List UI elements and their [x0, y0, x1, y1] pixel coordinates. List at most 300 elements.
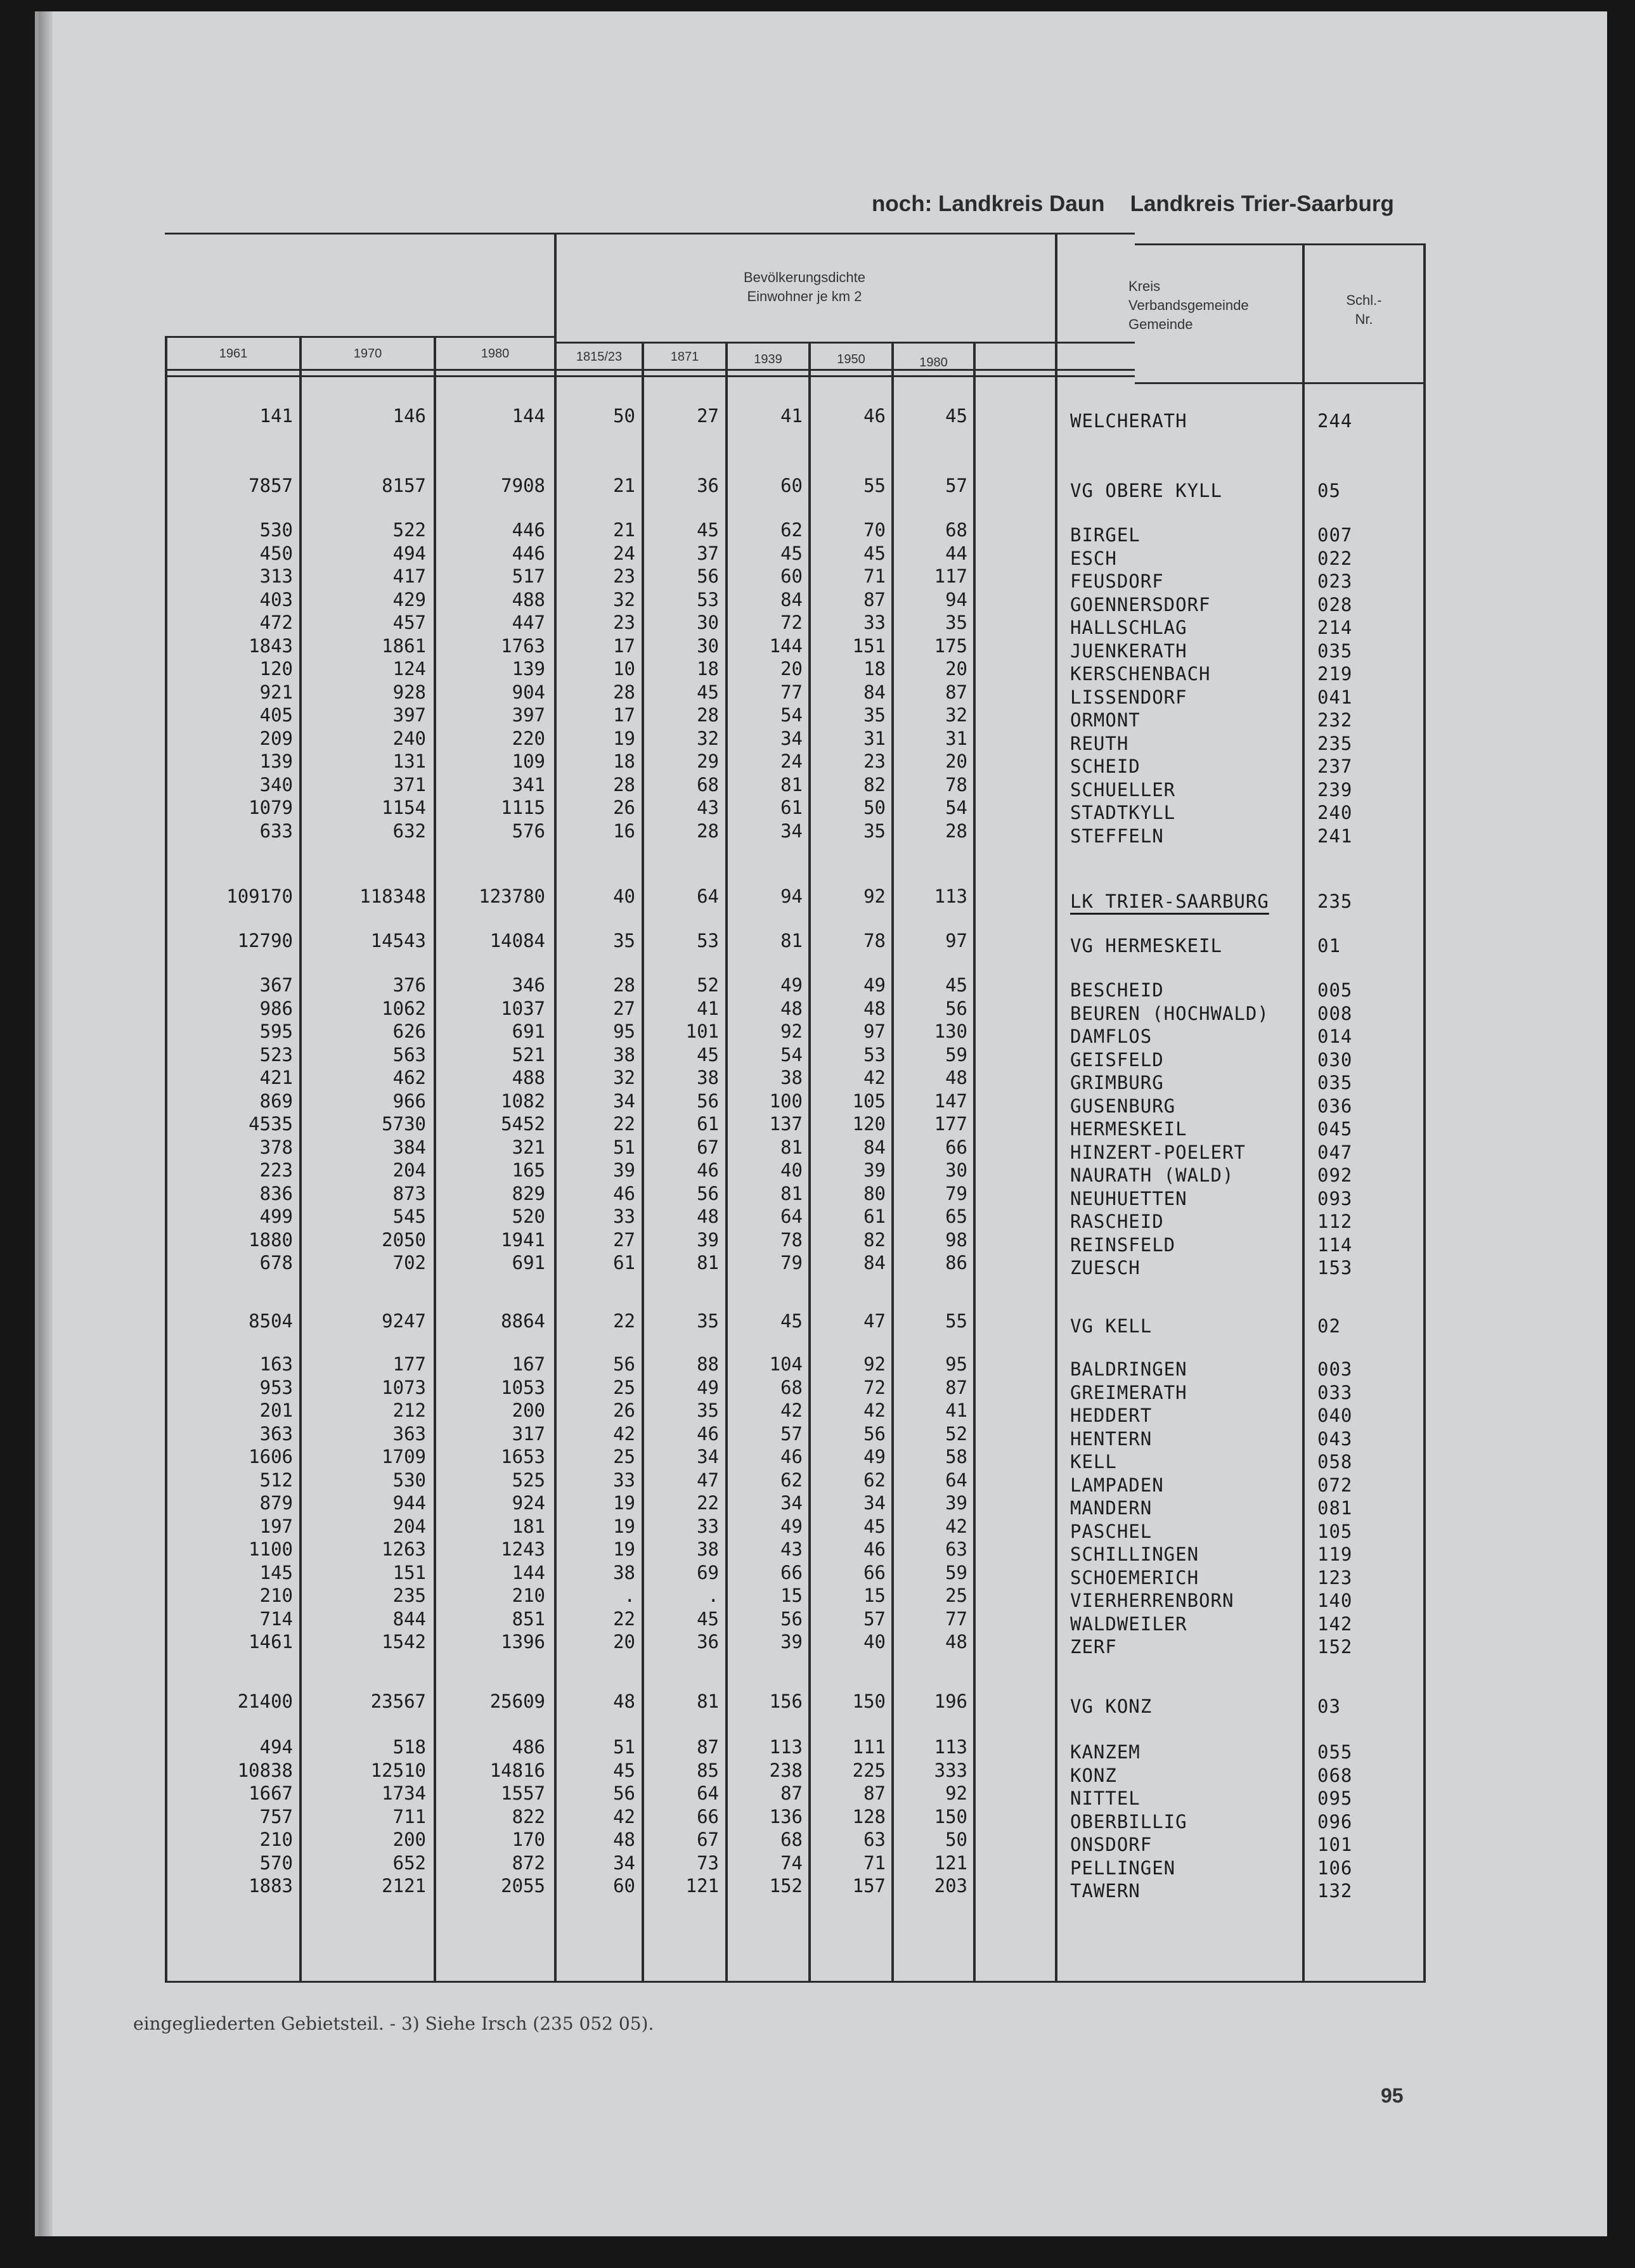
table-cell: 17: [613, 635, 635, 657]
municipality-name: LAMPADEN: [1070, 1474, 1164, 1496]
municipality-name: ZERF: [1070, 1636, 1117, 1658]
table-cell: 61: [613, 1252, 635, 1273]
table-cell: 59: [945, 1561, 967, 1583]
table-cell: 28: [613, 974, 635, 996]
table-cell: 21: [613, 475, 635, 496]
municipality-name: KERSCHENBACH: [1070, 663, 1211, 685]
table-cell: 41: [945, 1400, 967, 1421]
table-cell: 68: [780, 1376, 803, 1398]
table-cell: 77: [780, 681, 803, 703]
table-cell: 81: [697, 1252, 719, 1273]
page-number: 95: [1381, 2084, 1404, 2107]
table-cell: 17: [613, 704, 635, 726]
table-cell: 1880: [249, 1228, 293, 1251]
table-cell: 43: [697, 797, 719, 818]
table-cell: 494: [259, 1736, 293, 1758]
municipality-name: NITTEL: [1070, 1788, 1141, 1809]
table-cell: 212: [392, 1400, 426, 1421]
table-cell: 62: [780, 1469, 803, 1491]
table-cell: 59: [945, 1043, 967, 1066]
schl-nr: 033: [1317, 1381, 1353, 1403]
table-cell: 87: [780, 1782, 803, 1804]
table-cell: 32: [697, 727, 719, 749]
table-cell: 46: [697, 1159, 719, 1181]
table-cell: 1243: [501, 1538, 545, 1560]
table-cell: 46: [863, 1538, 886, 1560]
municipality-name: TAWERN: [1070, 1880, 1141, 1902]
table-cell: 18: [613, 751, 635, 772]
table-cell: 1883: [249, 1875, 293, 1897]
municipality-name: NEUHUETTEN: [1070, 1187, 1187, 1209]
schl-nr: 237: [1317, 756, 1353, 777]
table-cell: 25609: [489, 1691, 545, 1712]
table-cell: 84: [780, 588, 803, 610]
table-cell: 87: [697, 1736, 719, 1758]
schl-nr: 142: [1317, 1613, 1353, 1635]
table-cell: 38: [613, 1561, 635, 1583]
table-cell: 64: [697, 1782, 719, 1804]
table-cell: 139: [512, 658, 545, 680]
table-cell: 51: [613, 1136, 635, 1158]
schl-nr: 055: [1317, 1741, 1353, 1763]
table-cell: 1763: [501, 635, 545, 657]
table-cell: 105: [852, 1090, 886, 1112]
table-cell: 26: [613, 797, 635, 818]
schl-nr: 114: [1317, 1234, 1353, 1256]
table-cell: 714: [259, 1608, 293, 1630]
schl-nr: 235: [1317, 732, 1353, 754]
table-cell: 522: [392, 519, 426, 541]
table-cell: 397: [392, 704, 426, 726]
table-cell: 45: [697, 681, 719, 703]
table-cell: 48: [613, 1829, 635, 1850]
table-cell: 27: [613, 997, 635, 1019]
table-cell: 7908: [501, 475, 545, 496]
table-cell: 64: [780, 1206, 803, 1227]
table-cell: 20: [780, 658, 803, 680]
table-cell: 2050: [382, 1228, 426, 1251]
density-group-header: Bevölkerungsdichte Einwohner je km 2: [743, 269, 865, 304]
municipality-name: GOENNERSDORF: [1070, 593, 1211, 615]
table-cell: 23567: [370, 1691, 426, 1712]
table-cell: 74: [780, 1852, 803, 1874]
municipality-name: PASCHEL: [1070, 1520, 1153, 1542]
municipality-name: ORMONT: [1070, 709, 1141, 731]
table-cell: 220: [512, 727, 545, 749]
table-cell: 371: [392, 773, 426, 796]
table-cell: 41: [697, 997, 719, 1019]
table-cell: 28: [945, 820, 967, 842]
table-cell: 1557: [501, 1782, 545, 1804]
table-cell: 48: [945, 1067, 967, 1088]
schl-nr: 003: [1317, 1358, 1353, 1380]
table-cell: 486: [512, 1736, 545, 1758]
table-cell: 210: [512, 1585, 545, 1606]
table-cell: 403: [259, 588, 293, 610]
table-cell: 55: [863, 475, 886, 496]
table-cell: 45: [945, 974, 967, 996]
table-cell: 71: [863, 565, 886, 587]
table-cell: 53: [697, 930, 719, 951]
table-cell: 81: [780, 773, 803, 796]
municipality-name: HERMESKEIL: [1070, 1118, 1187, 1140]
table-cell: 63: [945, 1538, 967, 1560]
table-cell: 35: [863, 704, 886, 726]
table-cell: 45: [780, 1310, 803, 1332]
table-cell: 165: [512, 1159, 545, 1181]
schl-nr: 05: [1317, 480, 1341, 501]
table-cell: 137: [769, 1113, 803, 1135]
table-cell: 488: [512, 1067, 545, 1088]
table-cell: 62: [780, 519, 803, 541]
table-cell: 1667: [249, 1782, 293, 1804]
table-cell: 46: [863, 405, 886, 427]
municipality-name: MANDERN: [1070, 1497, 1153, 1519]
table-cell: 81: [697, 1691, 719, 1712]
municipality-name: RASCHEID: [1070, 1211, 1164, 1232]
schl-nr: 105: [1317, 1520, 1353, 1542]
table-cell: 177: [392, 1353, 426, 1375]
schl-nr: 03: [1317, 1696, 1341, 1717]
table-cell: 34: [780, 820, 803, 842]
table-cell: 472: [259, 612, 293, 633]
schl-nr: 140: [1317, 1590, 1353, 1611]
table-cell: 64: [945, 1469, 967, 1491]
municipality-name: HALLSCHLAG: [1070, 617, 1187, 638]
table-cell: 121: [934, 1852, 967, 1874]
table-cell: 38: [780, 1067, 803, 1088]
table-cell: 21: [613, 519, 635, 541]
table-cell: 30: [697, 612, 719, 633]
table-cell: 28: [613, 681, 635, 703]
table-cell: 101: [685, 1021, 719, 1042]
col-divider: [1302, 243, 1305, 1983]
table-bottom-rule: [165, 1981, 1426, 1983]
table-cell: 42: [863, 1400, 886, 1421]
kreis-header: Kreis Verbandsgemeinde Gemeinde: [1128, 278, 1249, 332]
table-cell: 19: [613, 727, 635, 749]
table-cell: 530: [259, 519, 293, 541]
table-cell: 22: [613, 1310, 635, 1332]
col-header-1939: 1939: [754, 352, 782, 366]
table-cell: 1037: [501, 997, 545, 1019]
table-cell: 27: [697, 405, 719, 427]
table-cell: 488: [512, 588, 545, 610]
municipality-name: HEDDERT: [1070, 1405, 1153, 1426]
table-cell: 1861: [382, 635, 426, 657]
municipality-name: ZUESCH: [1070, 1257, 1141, 1279]
table-cell: 48: [613, 1691, 635, 1712]
table-cell: 157: [852, 1875, 886, 1897]
table-cell: 84: [863, 681, 886, 703]
table-cell: 9247: [382, 1310, 426, 1332]
table-cell: 30: [697, 635, 719, 657]
table-cell: 66: [863, 1561, 886, 1583]
table-cell: 1062: [382, 997, 426, 1019]
table-cell: 45: [780, 542, 803, 564]
municipality-name: JUENKERATH: [1070, 640, 1187, 662]
table-cell: 87: [945, 681, 967, 703]
table-cell: 333: [934, 1759, 967, 1781]
table-cell: 46: [613, 1182, 635, 1204]
table-cell: 210: [259, 1829, 293, 1850]
table-cell: 66: [697, 1805, 719, 1827]
table-cell: 54: [780, 1043, 803, 1066]
table-cell: 19: [613, 1538, 635, 1560]
col-header-1871: 1871: [670, 350, 699, 364]
table-cell: 38: [697, 1538, 719, 1560]
table-cell: 81: [780, 1182, 803, 1204]
table-cell: 38: [697, 1067, 719, 1088]
table-cell: 446: [512, 542, 545, 564]
table-cell: 530: [392, 1469, 426, 1491]
table-cell: 204: [392, 1515, 426, 1537]
table-cell: 384: [392, 1136, 426, 1158]
table-cell: 921: [259, 681, 293, 703]
table-cell: 1843: [249, 635, 293, 657]
table-cell: 31: [863, 727, 886, 749]
table-cell: 120: [852, 1113, 886, 1135]
table-cell: 201: [259, 1400, 293, 1421]
table-cell: 376: [392, 974, 426, 996]
table-cell: 54: [945, 797, 967, 818]
table-cell: 88: [697, 1353, 719, 1375]
table-cell: 462: [392, 1067, 426, 1088]
table-cell: 20: [945, 751, 967, 772]
table-cell: 22: [613, 1113, 635, 1135]
table-cell: 60: [780, 565, 803, 587]
table-cell: 52: [945, 1422, 967, 1445]
table-cell: 1263: [382, 1538, 426, 1560]
table-cell: 757: [259, 1805, 293, 1827]
table-cell: 60: [780, 475, 803, 496]
table-cell: 417: [392, 565, 426, 587]
col-header-1961: 1961: [219, 347, 248, 361]
table-cell: 56: [613, 1353, 635, 1375]
table-cell: 53: [697, 588, 719, 610]
table-cell: 521: [512, 1043, 545, 1066]
table-cell: 113: [769, 1736, 803, 1758]
table-cell: 51: [613, 1736, 635, 1758]
schl-nr: 123: [1317, 1566, 1353, 1588]
table-cell: 5730: [382, 1113, 426, 1135]
schl-nr: 241: [1317, 825, 1353, 847]
table-cell: 100: [769, 1090, 803, 1112]
table-cell: 43: [780, 1538, 803, 1560]
table-cell: 52: [697, 974, 719, 996]
schl-nr: 030: [1317, 1048, 1353, 1071]
schl-nr: 112: [1317, 1211, 1353, 1232]
table-cell: 14084: [489, 930, 545, 951]
table-cell: 16: [613, 820, 635, 842]
municipality-name: SCHEID: [1070, 756, 1141, 777]
table-cell: 150: [852, 1691, 886, 1712]
schl-nr: 106: [1317, 1857, 1353, 1879]
table-cell: 42: [613, 1805, 635, 1827]
schl-nr: 02: [1317, 1315, 1341, 1337]
schl-nr: 119: [1317, 1543, 1353, 1565]
table-cell: 966: [392, 1090, 426, 1112]
schl-nr: 036: [1317, 1095, 1353, 1117]
table-cell: 82: [863, 1228, 886, 1251]
table-cell: 97: [945, 930, 967, 951]
municipality-name: STEFFELN: [1070, 825, 1164, 847]
schl-nr: 232: [1317, 709, 1353, 731]
table-cell: 98: [945, 1228, 967, 1251]
table-cell: 151: [852, 635, 886, 657]
table-cell: 63: [863, 1829, 886, 1850]
table-cell: 111: [852, 1736, 886, 1758]
table-cell: 81: [780, 1136, 803, 1158]
schl-nr: 058: [1317, 1451, 1353, 1472]
table-cell: 18: [863, 658, 886, 680]
table-cell: 84: [863, 1136, 886, 1158]
footnote: eingegliederten Gebietsteil. - 3) Siehe Irsch (235 052 05).: [133, 2013, 654, 2034]
table-cell: 177: [934, 1113, 967, 1135]
table-cell: 512: [259, 1469, 293, 1491]
table-cell: 109: [512, 751, 545, 772]
table-cell: 8504: [249, 1310, 293, 1332]
schl-nr: 153: [1317, 1257, 1353, 1279]
table-cell: 986: [259, 997, 293, 1019]
table-cell: 341: [512, 773, 545, 796]
table-cell: 163: [259, 1353, 293, 1375]
municipality-name: VG KONZ: [1070, 1696, 1153, 1717]
table-cell: 29: [697, 751, 719, 772]
municipality-name: LISSENDORF: [1070, 686, 1187, 708]
table-cell: 378: [259, 1136, 293, 1158]
table-cell: 240: [392, 727, 426, 749]
table-cell: 49: [863, 974, 886, 996]
table-cell: 131: [392, 751, 426, 772]
table-cell: 928: [392, 681, 426, 703]
table-cell: 904: [512, 681, 545, 703]
municipality-name: GEISFELD: [1070, 1048, 1164, 1071]
municipality-name: BESCHEID: [1070, 979, 1164, 1001]
table-cell: 34: [863, 1492, 886, 1514]
table-cell: 317: [512, 1422, 545, 1445]
schl-nr: 014: [1317, 1026, 1353, 1047]
table-cell: 146: [392, 405, 426, 427]
table-cell: 34: [780, 727, 803, 749]
table-cell: 197: [259, 1515, 293, 1537]
table-cell: 25: [945, 1585, 967, 1606]
col-header-1950: 1950: [837, 352, 865, 366]
table-cell: 12510: [370, 1759, 426, 1781]
schl-nr: 101: [1317, 1834, 1353, 1855]
table-cell: 25: [613, 1446, 635, 1467]
schl-nr: 005: [1317, 979, 1353, 1001]
table-cell: 19: [613, 1515, 635, 1537]
table-cell: 78: [945, 773, 967, 796]
table-cell: 28: [697, 820, 719, 842]
table-cell: 67: [697, 1136, 719, 1158]
table-cell: 144: [512, 405, 545, 427]
municipality-name: REUTH: [1070, 732, 1129, 754]
table-cell: 200: [512, 1400, 545, 1421]
table-cell: 87: [863, 1782, 886, 1804]
table-cell: 21400: [237, 1691, 293, 1712]
table-cell: 40: [780, 1159, 803, 1181]
table-cell: 95: [945, 1353, 967, 1375]
table-cell: 873: [392, 1182, 426, 1204]
schl-nr: 214: [1317, 617, 1353, 638]
table-cell: 66: [780, 1561, 803, 1583]
municipality-name: KONZ: [1070, 1764, 1117, 1786]
table-cell: 48: [697, 1206, 719, 1227]
municipality-name: HINZERT-POELERT: [1070, 1141, 1246, 1163]
municipality-name: KANZEM: [1070, 1741, 1141, 1763]
schl-nr: 041: [1317, 686, 1353, 708]
schl-nr: 028: [1317, 593, 1353, 615]
schl-nr: 152: [1317, 1636, 1353, 1658]
table-cell: 32: [613, 588, 635, 610]
table-cell: 1709: [382, 1446, 426, 1467]
municipality-name: SCHOEMERICH: [1070, 1566, 1199, 1588]
table-cell: 181: [512, 1515, 545, 1537]
table-cell: 61: [863, 1206, 886, 1227]
col-header-1980: 1980: [481, 347, 510, 361]
table-cell: 14816: [489, 1759, 545, 1781]
municipality-name: ESCH: [1070, 547, 1117, 569]
table-cell: 225: [852, 1759, 886, 1781]
schl-nr: 01: [1317, 935, 1341, 957]
schl-nr: 068: [1317, 1764, 1353, 1786]
table-cell: 85: [697, 1759, 719, 1781]
table-cell: 851: [512, 1608, 545, 1630]
table-cell: 44: [945, 542, 967, 564]
table-cell: 113: [934, 1736, 967, 1758]
table-cell: 12790: [237, 930, 293, 951]
table-cell: 26: [613, 1400, 635, 1421]
table-cell: 151: [392, 1561, 426, 1583]
table-cell: 92: [863, 886, 886, 907]
table-cell: 92: [945, 1782, 967, 1804]
table-cell: 79: [945, 1182, 967, 1204]
table-cell: 691: [512, 1021, 545, 1042]
table-cell: 144: [512, 1561, 545, 1583]
municipality-name: ONSDORF: [1070, 1834, 1153, 1855]
schl-nr: 092: [1317, 1164, 1353, 1186]
table-cell: 62: [863, 1469, 886, 1491]
table-cell: 47: [697, 1469, 719, 1491]
table-cell: 23: [613, 612, 635, 633]
table-cell: 45: [697, 1608, 719, 1630]
table-cell: 139: [259, 751, 293, 772]
table-cell: 203: [934, 1875, 967, 1897]
table-cell: 118348: [359, 886, 426, 907]
table-cell: 54: [780, 704, 803, 726]
municipality-name: WALDWEILER: [1070, 1613, 1187, 1635]
table-cell: 84: [863, 1252, 886, 1273]
schl-nr: 096: [1317, 1810, 1353, 1833]
table-cell: 37: [697, 542, 719, 564]
table-cell: 128: [852, 1805, 886, 1827]
table-cell: 56: [945, 997, 967, 1019]
table-cell: 367: [259, 974, 293, 996]
table-cell: 61: [780, 797, 803, 818]
table-cell: 45: [697, 519, 719, 541]
table-cell: 49: [697, 1376, 719, 1398]
table-cell: 70: [863, 519, 886, 541]
table-cell: 121: [685, 1875, 719, 1897]
population-table: [134, 233, 1426, 1983]
table-cell: 113: [934, 886, 967, 907]
table-cell: 45: [697, 1043, 719, 1066]
table-cell: 204: [392, 1159, 426, 1181]
table-cell: 57: [780, 1422, 803, 1445]
table-cell: 80: [863, 1182, 886, 1204]
